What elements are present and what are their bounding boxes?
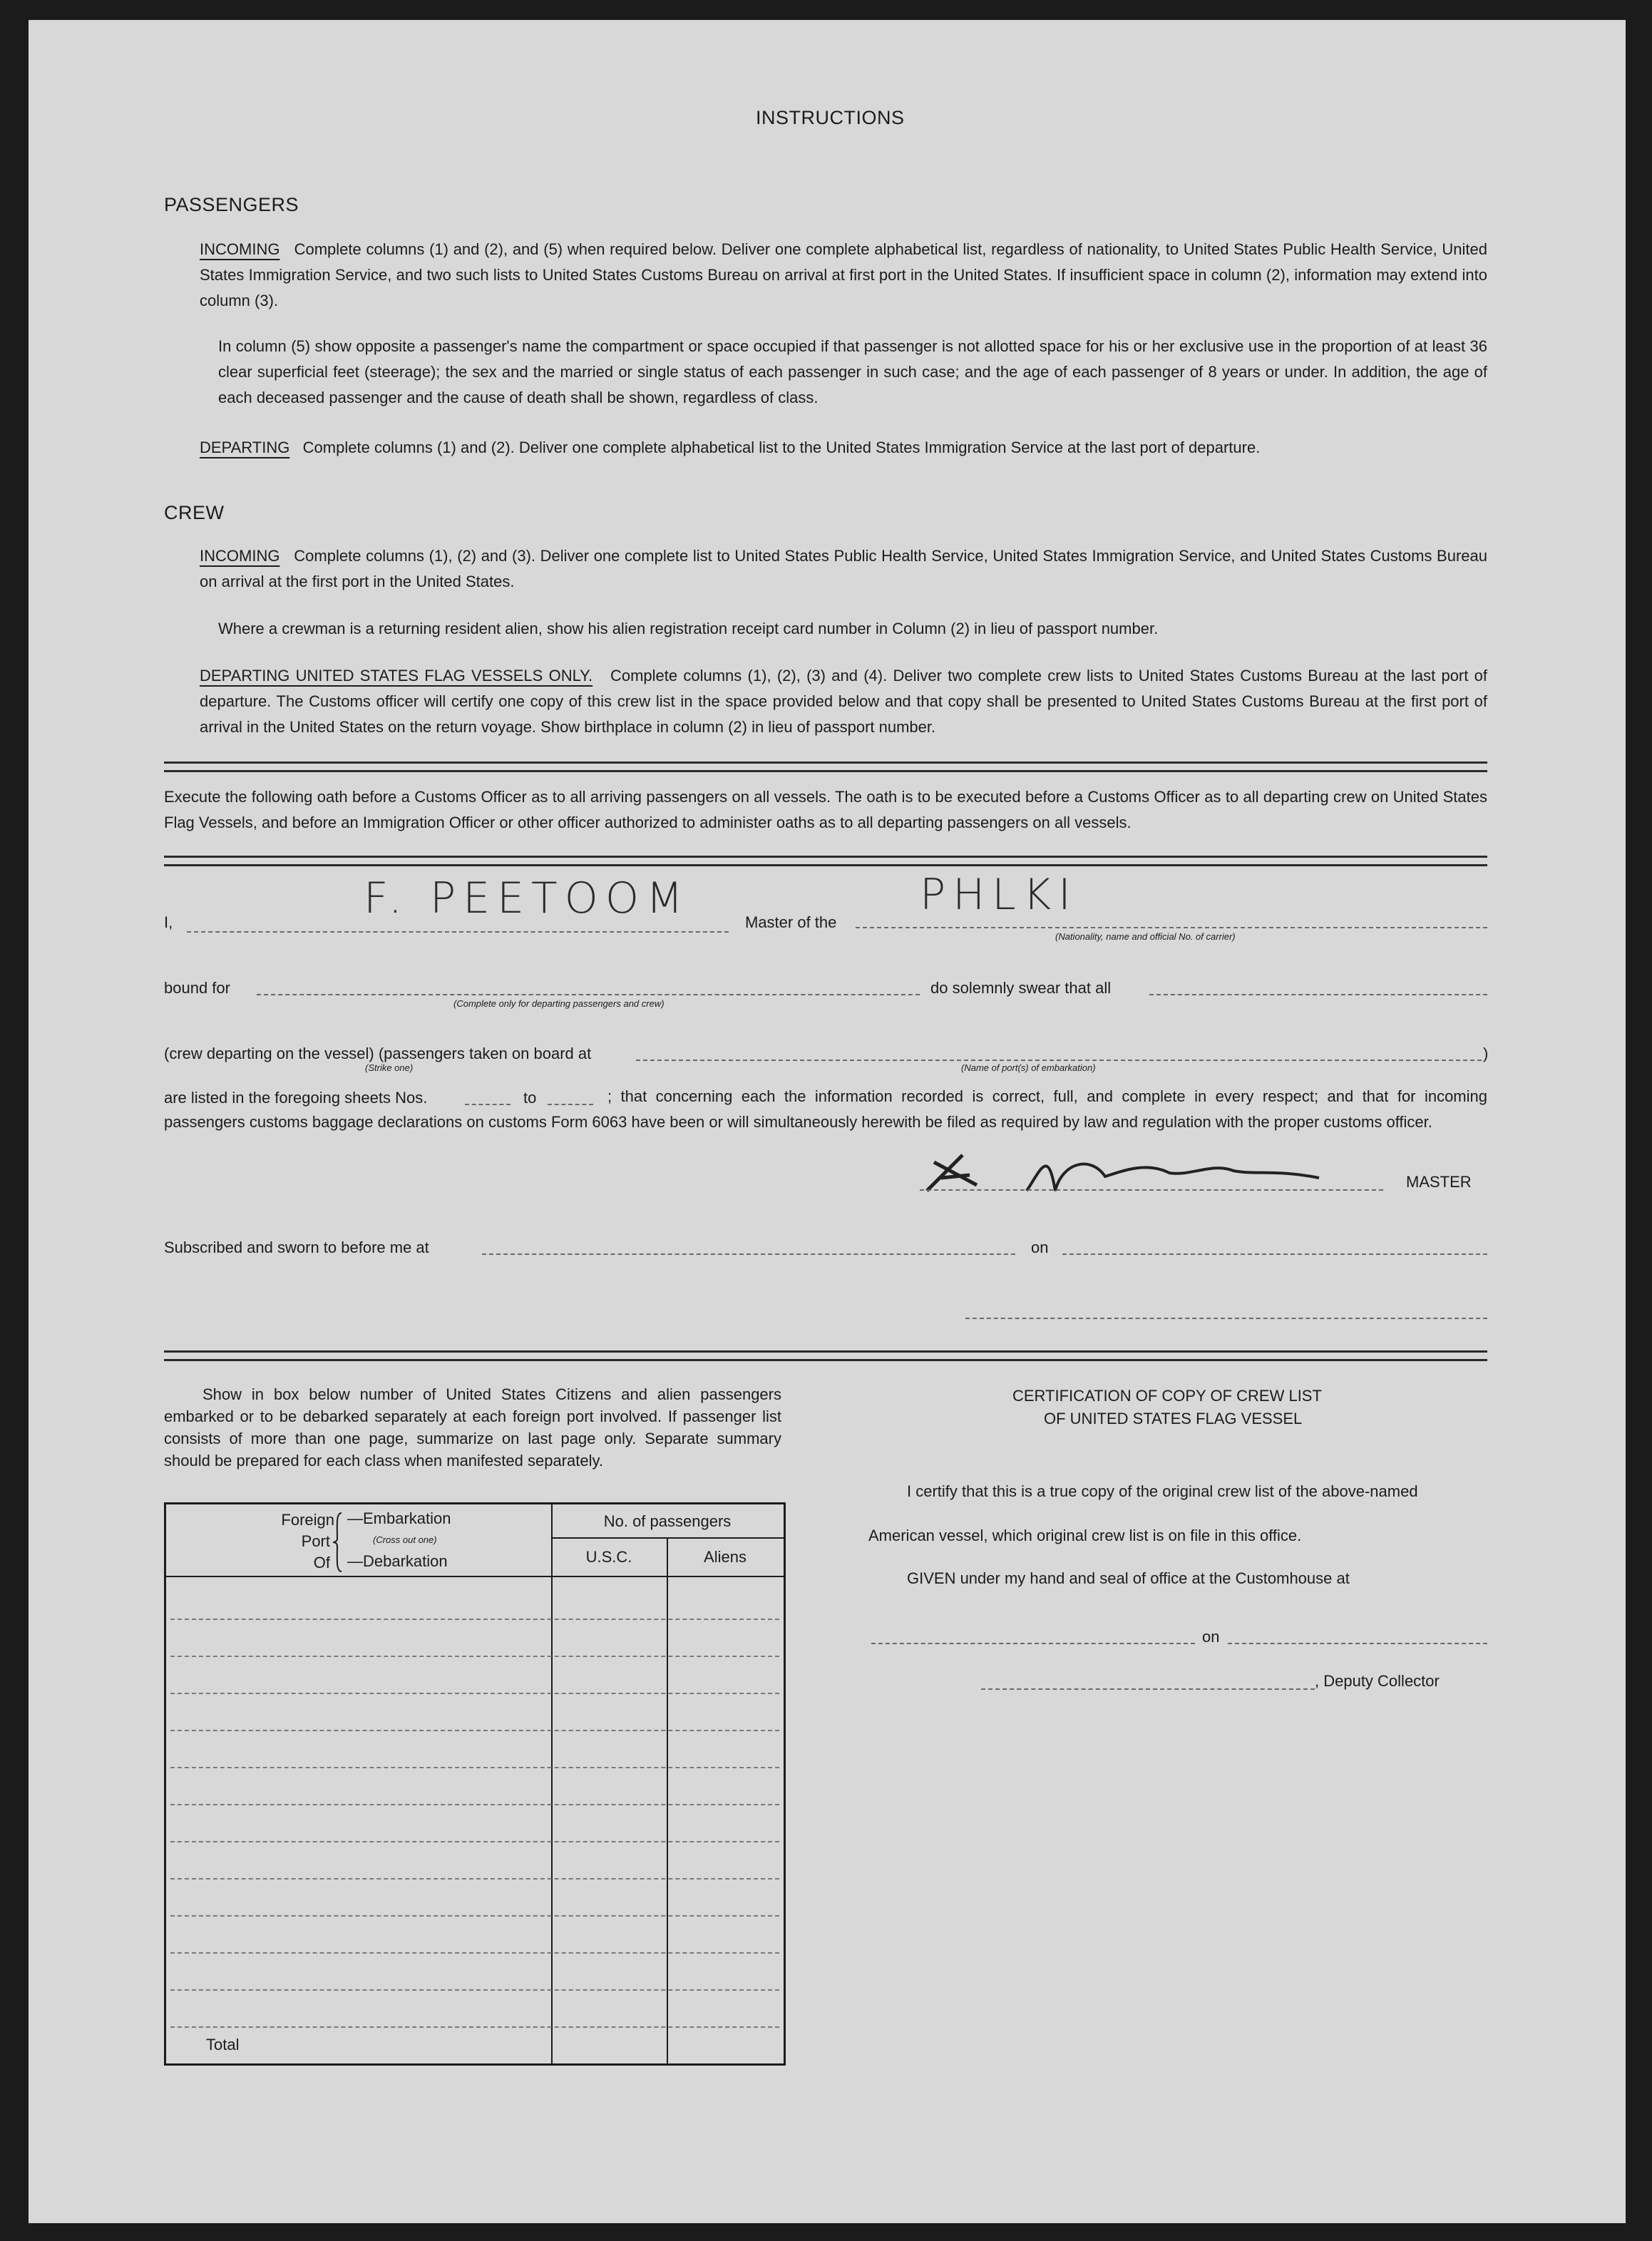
bound-for-label: bound for bbox=[164, 979, 230, 997]
table-row[interactable] bbox=[170, 1730, 779, 1731]
aliens-header: Aliens bbox=[704, 1548, 747, 1566]
embarkation-ports-line[interactable] bbox=[636, 1060, 1482, 1061]
certification-on-label: on bbox=[1202, 1628, 1220, 1646]
table-row[interactable] bbox=[170, 1915, 779, 1917]
master-name-handwritten: F. PEETOOM bbox=[364, 873, 690, 923]
master-signature bbox=[920, 1141, 1362, 1205]
table-row[interactable] bbox=[170, 1619, 779, 1620]
passengers-column5-paragraph: In column (5) show opposite a passenger's name the compartment or space occupied if that passenger is not allotted space for his or her exclusive use in the proportion of at least 36 clear superficial feet (steerage); the sex and the married or single status of each passenger in such case; and the age of each passenger of 8 years or under. In addition, the age of each deceased passenger and the cause of death shall be shown, regardless of class. bbox=[218, 337, 1487, 406]
officer-signature-line[interactable] bbox=[965, 1318, 1487, 1319]
passengers-incoming-label: INCOMING bbox=[200, 240, 280, 258]
passenger-summary-table bbox=[164, 1502, 786, 2066]
debarkation-label: —Debarkation bbox=[347, 1552, 448, 1570]
brace-icon bbox=[332, 1512, 346, 1573]
table-header-bottom bbox=[166, 1576, 784, 1577]
master-label: MASTER bbox=[1406, 1173, 1472, 1191]
crew-heading: CREW bbox=[164, 502, 225, 523]
passengers-incoming-paragraph bbox=[200, 237, 1487, 314]
bound-note: (Complete only for departing passengers and crew) bbox=[453, 998, 665, 1009]
crew-incoming-text: Complete columns (1), (2) and (3). Deliver one complete list to United States Public Health Service, United States Immigration Service, and United States Customs Bureau on arrival at the first port in the United States. bbox=[200, 547, 1487, 590]
embarkation-label: —Embarkation bbox=[347, 1509, 451, 1527]
certification-line3: GIVEN under my hand and seal of office at the Customhouse at bbox=[907, 1569, 1350, 1587]
deputy-collector-label: , Deputy Collector bbox=[1315, 1672, 1440, 1690]
master-of-label: Master of the bbox=[745, 913, 837, 931]
crew-departing-label: DEPARTING UNITED STATES FLAG VESSELS ONLY. bbox=[200, 667, 593, 684]
strike-note: (Strike one) bbox=[365, 1062, 414, 1073]
vessel-note: (Nationality, name and official No. of carrier) bbox=[1055, 931, 1236, 942]
certification-date-line[interactable] bbox=[1228, 1643, 1487, 1644]
vessel-name-line[interactable] bbox=[856, 927, 1487, 928]
customhouse-place-line[interactable] bbox=[871, 1643, 1195, 1644]
vessel-name-handwritten: PHLKI bbox=[920, 870, 1078, 920]
table-row[interactable] bbox=[170, 1952, 779, 1954]
to-label: to bbox=[523, 1089, 537, 1107]
section-divider bbox=[164, 856, 1487, 866]
subscribed-date-line[interactable] bbox=[1062, 1253, 1487, 1255]
crew-departing-label: (crew departing on the vessel) (passengers taken on board at bbox=[164, 1045, 592, 1062]
oath-intro: Execute the following oath before a Customs Officer as to all arriving passengers on all vessels. The oath is to be executed before a Customs Officer as to all departing crew on United States Flag Vessels, and before an Immigration Officer or other officer authorized to administer oaths as to all departing passengers on all vessels. bbox=[164, 788, 1487, 831]
crew-resident-paragraph: Where a crewman is a returning resident alien, show his alien registration receipt card number in Column (2) in lieu of passport number. bbox=[218, 620, 1159, 637]
table-row[interactable] bbox=[170, 1878, 779, 1880]
table-column-divider bbox=[667, 1537, 668, 2063]
table-header-divider bbox=[551, 1537, 784, 1539]
on-label: on bbox=[1031, 1239, 1049, 1256]
swear-line[interactable] bbox=[1149, 994, 1487, 995]
port-col-of: Of bbox=[313, 1554, 330, 1571]
passengers-heading: PASSENGERS bbox=[164, 194, 299, 215]
passengers-header: No. of passengers bbox=[603, 1512, 732, 1530]
passengers-incoming-text: Complete columns (1) and (2), and (5) when required below. Deliver one complete alphabetical list, regardless of nationality, to United States Public Health Service, United States Immigration Service, and two such lists to United States Customs Bureau on arrival at first port in the United States. If insufficient space in column (2), information may extend into column (3). bbox=[200, 240, 1487, 309]
certification-line2: American vessel, which original crew list is on file in this office. bbox=[868, 1527, 1302, 1544]
usc-header: U.S.C. bbox=[585, 1548, 632, 1566]
crew-incoming-paragraph bbox=[200, 543, 1487, 595]
table-row[interactable] bbox=[170, 1693, 779, 1694]
passengers-departing-paragraph bbox=[200, 435, 1487, 461]
table-row[interactable] bbox=[170, 1656, 779, 1657]
deputy-signature-line[interactable] bbox=[981, 1688, 1315, 1690]
page-title: INSTRUCTIONS bbox=[756, 107, 905, 128]
crew-departing-text: Complete columns (1), (2), (3) and (4). Deliver two complete crew lists to United States Customs Bureau at the last port of departure. The Customs officer will certify one copy of this crew list in the space provided below and that copy shall be presented to United States Customs Bureau at the first port of arrival in the United States on the return voyage. Show birthplace in column (2) in lieu of passport number. bbox=[200, 667, 1487, 736]
summary-instructions: Show in box below number of United States Citizens and alien passengers embarked or to be debarked separately at each foreign port involved. If passenger list consists of more than one page, summarize on last page only. Separate summary should be prepared for each class when manifested separately. bbox=[164, 1385, 781, 1470]
ports-note: (Name of port(s) of embarkation) bbox=[961, 1062, 1096, 1073]
bound-for-line[interactable] bbox=[257, 994, 920, 995]
table-row[interactable] bbox=[170, 1767, 779, 1768]
section-divider bbox=[164, 761, 1487, 772]
port-col-port: Port bbox=[301, 1532, 330, 1550]
certification-line1: I certify that this is a true copy of the original crew list of the above-named bbox=[907, 1482, 1418, 1500]
subscribed-label: Subscribed and sworn to before me at bbox=[164, 1239, 429, 1256]
table-row[interactable] bbox=[170, 1989, 779, 1991]
swear-label: do solemnly swear that all bbox=[930, 979, 1112, 997]
table-row[interactable] bbox=[170, 1804, 779, 1805]
passengers-departing-text: Complete columns (1) and (2). Deliver one complete alphabetical list to the United States Immigration Service at the last port of departure. bbox=[302, 439, 1261, 456]
port-col-foreign: Foreign bbox=[281, 1511, 334, 1529]
cross-out-note: (Cross out one) bbox=[373, 1534, 437, 1545]
close-paren: ) bbox=[1483, 1045, 1489, 1062]
master-name-line[interactable] bbox=[187, 931, 729, 933]
listed-label: are listed in the foregoing sheets Nos. bbox=[164, 1089, 428, 1107]
crew-departing-paragraph bbox=[200, 663, 1487, 740]
table-row[interactable] bbox=[170, 1841, 779, 1842]
subscribed-place-line[interactable] bbox=[482, 1253, 1015, 1255]
certification-title-line1: CERTIFICATION OF COPY OF CREW LIST bbox=[1012, 1387, 1322, 1405]
passengers-departing-label: DEPARTING bbox=[200, 439, 290, 456]
total-label: Total bbox=[206, 2036, 240, 2053]
listed-text: ; that concerning each the information recorded is correct, full, and complete in every respect; and that for incoming passengers customs baggage declarations on customs Form 6063 have been or will simultaneously herewith be filed as required by law and regulation with the proper customs officer. bbox=[164, 1087, 1487, 1131]
section-divider bbox=[164, 1350, 1487, 1361]
master-signature-line[interactable] bbox=[920, 1189, 1383, 1191]
crew-incoming-label: INCOMING bbox=[200, 547, 280, 565]
table-row[interactable] bbox=[170, 2026, 779, 2028]
oath-i-label: I, bbox=[164, 913, 173, 931]
certification-title-line2: OF UNITED STATES FLAG VESSEL bbox=[1044, 1410, 1303, 1427]
table-column-divider bbox=[551, 1504, 553, 2063]
